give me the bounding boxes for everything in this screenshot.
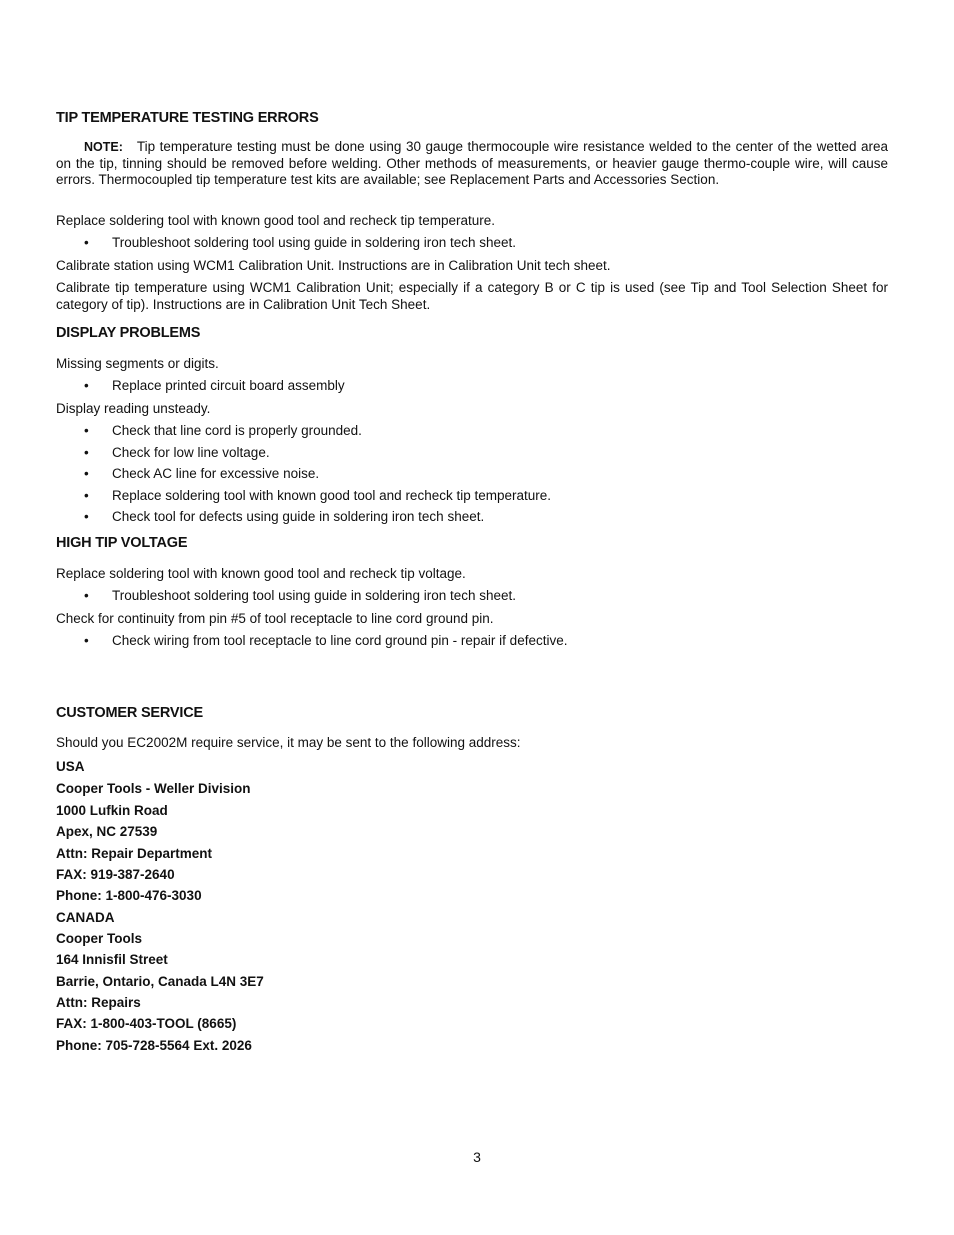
bullet-text: Replace soldering tool with known good tool and recheck tip temperature. xyxy=(112,488,552,503)
note-label: NOTE: xyxy=(84,140,123,154)
address-line: Phone: 1-800-476-3030 xyxy=(56,888,202,903)
bullet-glyph: • xyxy=(84,445,89,460)
bullet-glyph: • xyxy=(84,466,89,481)
voltage-line-1: Replace soldering tool with known good tool and recheck tip voltage. xyxy=(56,566,466,581)
bullet-text: Check AC line for excessive noise. xyxy=(112,466,320,481)
display-line-1: Missing segments or digits. xyxy=(56,356,219,371)
bullet-glyph: • xyxy=(84,488,89,503)
bullet-glyph: • xyxy=(84,633,89,648)
tip-temp-line-3: Calibrate tip temperature using WCM1 Calibration Unit; especially if a category B or C tip is used (see Tip and Tool Selection Sheet for category of tip). Instructions are in Calibration Unit Tech Sheet. xyxy=(56,280,888,312)
address-line: Phone: 705-728-5564 Ext. 2026 xyxy=(56,1038,252,1053)
bullet-glyph: • xyxy=(84,378,89,393)
bullet-text: Check that line cord is properly grounded. xyxy=(112,423,362,438)
bullet-text: Troubleshoot soldering tool using guide in soldering iron tech sheet. xyxy=(112,235,517,250)
display-bullet xyxy=(84,422,362,439)
bullet-text: Troubleshoot soldering tool using guide in soldering iron tech sheet. xyxy=(112,588,517,603)
page-number: 3 xyxy=(473,1149,481,1165)
display-bullet-pcb xyxy=(84,377,345,394)
note-paragraph xyxy=(56,139,888,189)
bullet-glyph: • xyxy=(84,509,89,524)
address-line: Cooper Tools xyxy=(56,931,142,946)
address-line: Apex, NC 27539 xyxy=(56,824,158,839)
voltage-line-2: Check for continuity from pin #5 of tool receptacle to line cord ground pin. xyxy=(56,611,494,626)
address-line: Attn: Repairs xyxy=(56,995,141,1010)
voltage-bullet-1 xyxy=(84,587,516,604)
display-line-2: Display reading unsteady. xyxy=(56,401,211,416)
address-line: Attn: Repair Department xyxy=(56,846,213,861)
address-line: CANADA xyxy=(56,910,115,925)
bullet-glyph: • xyxy=(84,423,89,438)
display-bullet xyxy=(84,444,270,461)
bullet-text: Check for low line voltage. xyxy=(112,445,270,460)
tip-temp-line-2: Calibrate station using WCM1 Calibration Unit. Instructions are in Calibration Unit tech sheet. xyxy=(56,258,611,273)
display-bullet xyxy=(84,465,319,482)
service-intro: Should you EC2002M require service, it may be sent to the following address: xyxy=(56,735,521,750)
tip-temp-line-1: Replace soldering tool with known good tool and recheck tip temperature. xyxy=(56,213,496,228)
address-line: FAX: 919-387-2640 xyxy=(56,867,175,882)
section-heading-high-tip-voltage: HIGH TIP VOLTAGE xyxy=(56,535,188,551)
address-line: Barrie, Ontario, Canada L4N 3E7 xyxy=(56,974,264,989)
tip-temp-bullet-1 xyxy=(84,234,516,251)
address-line: USA xyxy=(56,759,85,774)
bullet-glyph: • xyxy=(84,235,89,250)
note-text: Tip temperature testing must be done using 30 gauge thermocouple wire resistance welded to the center of the wetted area on the tip, tinning should be removed before welding. Other methods of measurements, or heavier gauge thermo-couple wire, will cause errors. Thermocoupled tip temperature test kits are available; see Replacement Parts and Accessories Section. xyxy=(56,139,888,188)
section-heading-display-problems: DISPLAY PROBLEMS xyxy=(56,325,201,341)
voltage-bullet-2 xyxy=(84,632,567,649)
display-bullet xyxy=(84,487,551,504)
address-line: FAX: 1-800-403-TOOL (8665) xyxy=(56,1016,237,1031)
display-bullet xyxy=(84,508,484,525)
bullet-text: Check wiring from tool receptacle to line cord ground pin - repair if defective. xyxy=(112,633,568,648)
section-heading-customer-service: CUSTOMER SERVICE xyxy=(56,705,203,721)
section-heading-tip-temperature: TIP TEMPERATURE TESTING ERRORS xyxy=(56,110,319,126)
bullet-glyph: • xyxy=(84,588,89,603)
address-line: 1000 Lufkin Road xyxy=(56,803,168,818)
bullet-text: Check tool for defects using guide in soldering iron tech sheet. xyxy=(112,509,485,524)
address-line: 164 Innisfil Street xyxy=(56,952,168,967)
address-line: Cooper Tools - Weller Division xyxy=(56,781,251,796)
bullet-text: Replace printed circuit board assembly xyxy=(112,378,345,393)
